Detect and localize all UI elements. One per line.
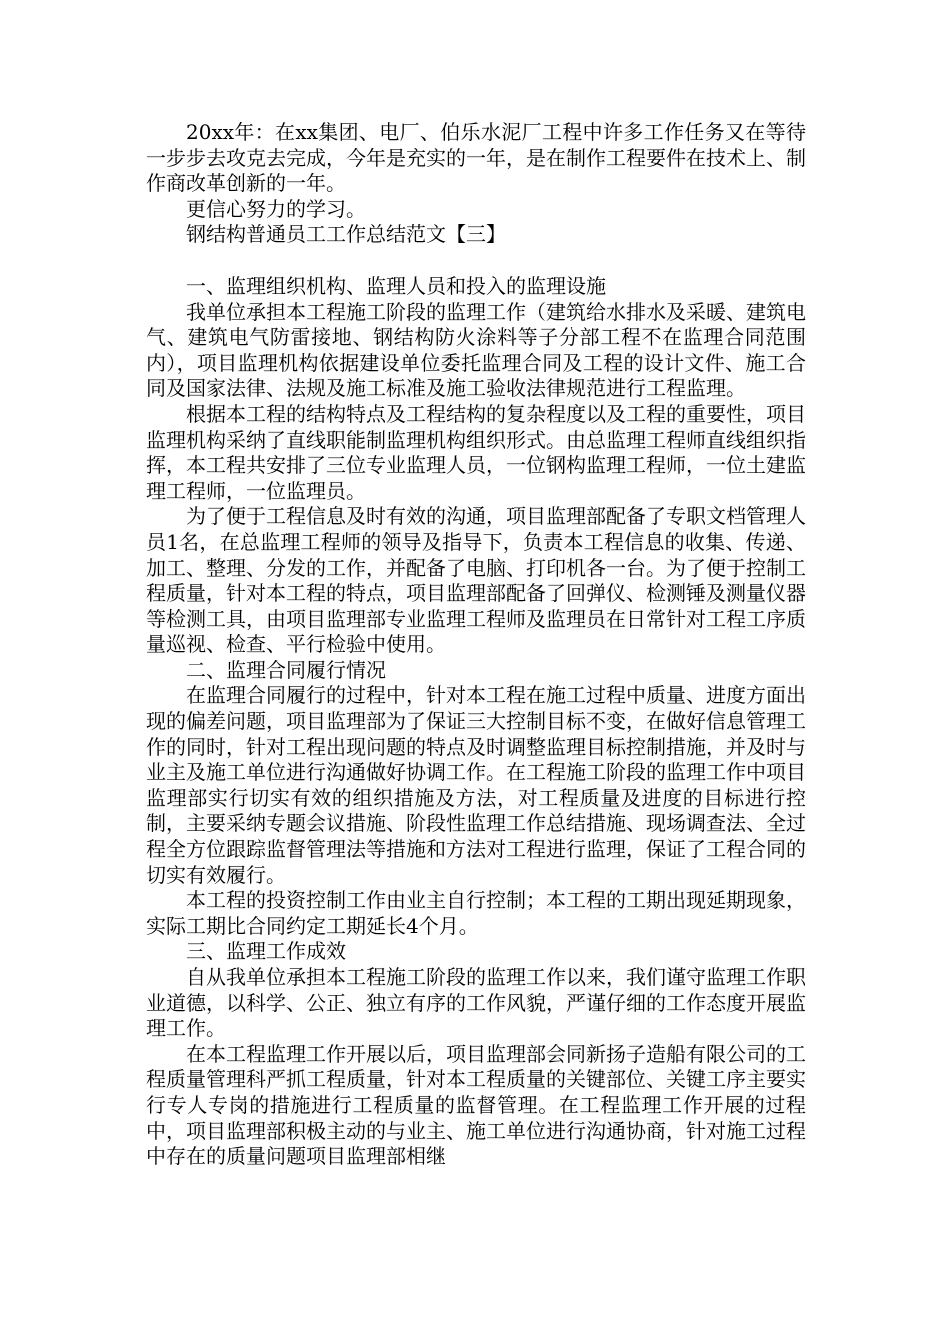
paragraph-schedule: 本工程的投资控制工作由业主自行控制；本工程的工期出现延期现象，实际工期比合同约定工期延长4个月。 <box>146 888 806 938</box>
blank-line <box>146 248 806 274</box>
paragraph-contract: 在监理合同履行的过程中，针对本工程在施工过程中质量、进度方面出现的偏差问题，项目监理部为了保证三大控制目标不变，在做好信息管理工作的同时，针对工程出现问题的特点及时调整监理目标控制措施，并及时与业主及施工单位进行沟通做好协调工作。在工程施工阶段的监理工作中项目监理部实行切实有效的组织措施及方法，对工程质量及进度的目标进行控制，主要采纳专题会议措施、阶段性监理工作总结措施、现场调查法、全过程全方位跟踪监督管理法等措施和方法对工程进行监理，保证了工程合同的切实有效履行。 <box>146 683 806 887</box>
heading-1: 一、监理组织机构、监理人员和投入的监理设施 <box>186 273 606 298</box>
heading-3: 三、监理工作成效 <box>186 939 346 964</box>
paragraph-equipment: 为了便于工程信息及时有效的沟通，项目监理部配备了专职文档管理人员1名，在总监理工程师的领导及指导下，负责本工程信息的收集、传递、加工、整理、分发的工作，并配备了电脑、打印机各一台。为了便于控制工程质量，针对本工程的特点，项目监理部配备了回弹仪、检测锤及测量仪器等检测工具，由项目监理部专业监理工程师及监理员在日常针对工程工序质量巡视、检查、平行检验中使用。 <box>146 504 806 657</box>
paragraph-scope: 我单位承担本工程施工阶段的监理工作（建筑给水排水及采暖、建筑电气、建筑电气防雷接地、钢结构防火涂料等子分部工程不在监理合同范围内），项目监理机构依据建设单位委托监理合同及工程的设计文件、施工合同及国家法律、法规及施工标准及施工验收法律规范进行工程监理。 <box>146 299 806 401</box>
document-body <box>146 120 806 1170</box>
intro-paragraph: 20xx年：在xx集团、电厂、伯乐水泥厂工程中许多工作任务又在等待一步步去攻克去完成，今年是充实的一年，是在制作工程要件在技术上、制作商改革创新的一年。 <box>146 120 806 196</box>
closing-line: 更信心努力的学习。 <box>186 196 366 221</box>
paragraph-organization: 根据本工程的结构特点及工程结构的复杂程度以及工程的重要性，项目监理机构采纳了直线职能制监理机构组织形式。由总监理工程师直线组织指挥，本工程共安排了三位专业监理人员，一位钢构监理工程师，一位土建监理工程师，一位监理员。 <box>146 401 806 503</box>
paragraph-quality: 在本工程监理工作开展以后，项目监理部会同新扬子造船有限公司的工程质量管理科严抓工程质量，针对本工程质量的关键部位、关键工序主要实行专人专岗的措施进行工程质量的监督管理。在工程监理工作开展的过程中，项目监理部积极主动的与业主、施工单位进行沟通协商，针对施工过程中存在的质量问题项目监理部相继 <box>146 1041 806 1169</box>
section-title: 钢结构普通员工工作总结范文【三】 <box>186 222 506 247</box>
paragraph-ethics: 自从我单位承担本工程施工阶段的监理工作以来，我们谨守监理工作职业道德，以科学、公正、独立有序的工作风貌，严谨仔细的工作态度开展监理工作。 <box>146 965 806 1041</box>
heading-2: 二、监理合同履行情况 <box>186 657 386 682</box>
